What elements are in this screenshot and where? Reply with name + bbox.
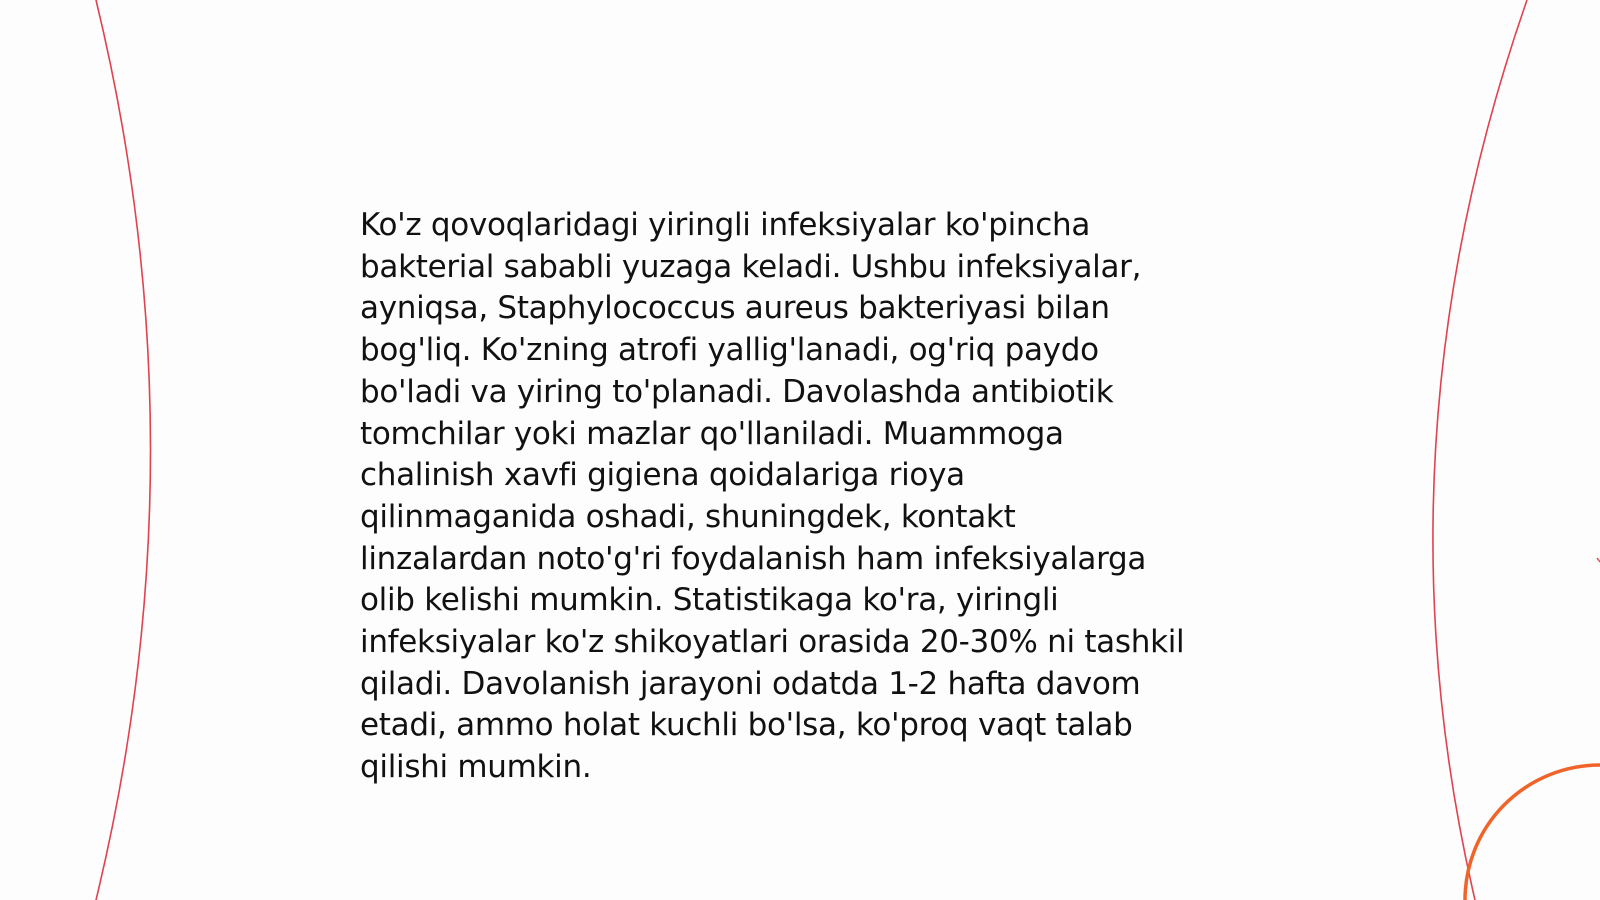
right-curve-line — [1433, 0, 1527, 900]
slide-body-paragraph: Ko'z qovoqlaridagi yiringli infeksiyalar ko'pincha bakterial sababli yuzaga keladi. Ushbu infeksiyalar, ayniqsa, Staphylococcus aureus bakteriyasi bilan bog'liq. Ko'zning atrofi yallig'lanadi, og'riq paydo bo'ladi va yiring to'planadi. Davolashda antibiotik tomchilar yoki mazlar qo'llaniladi. Muammoga chalinish xavfi gigiena qoidalariga rioya qilinmaganida oshadi, shuningdek, kontakt linzalardan noto'g'ri foydalanish ham infeksiyalarga olib kelishi mumkin. Statistikaga ko'ra, yiringli infeksiyalar ko'z shikoyatlari orasida 20-30% ni tashkil qiladi. Davolanish jarayoni odatda 1-2 hafta davom etadi, ammo holat kuchli bo'lsa, ko'proq vaqt talab qilishi mumkin. — [360, 207, 1185, 786]
left-curve-line — [96, 0, 151, 900]
accent-circle-outline — [1465, 765, 1600, 900]
